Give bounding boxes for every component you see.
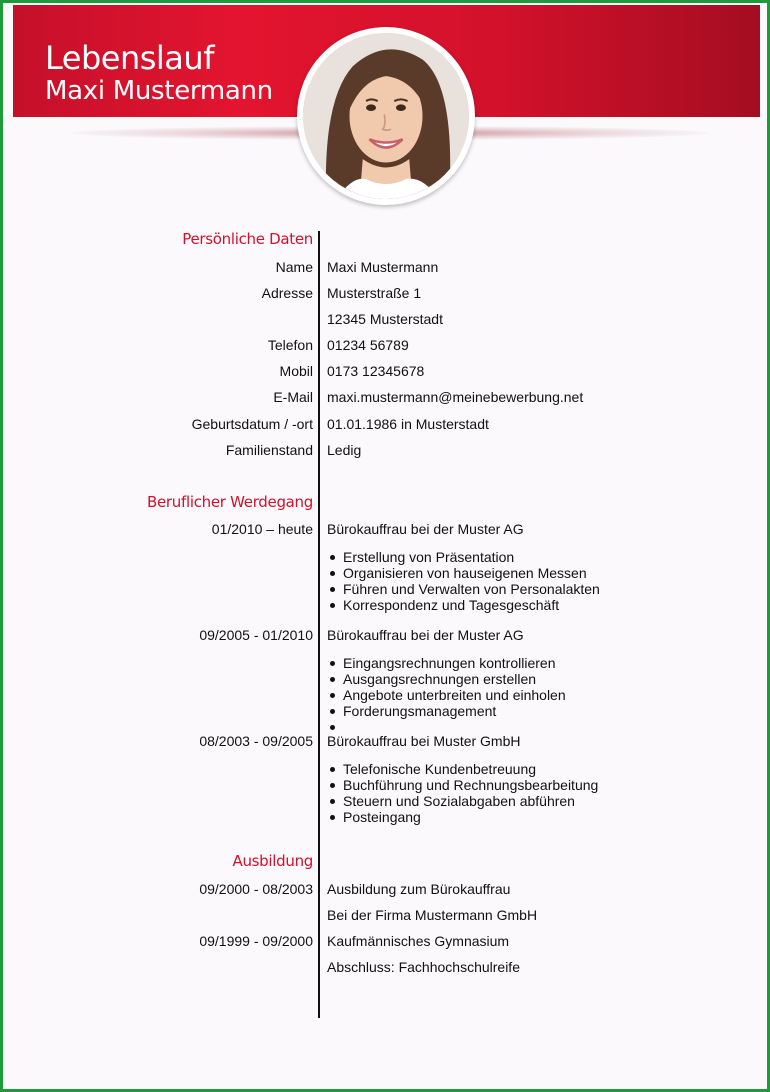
- section-title-education: Ausbildung: [232, 852, 313, 870]
- portrait-photo-icon: [303, 33, 469, 199]
- label-address: Adresse: [261, 285, 313, 301]
- applicant-name: Maxi Mustermann: [45, 76, 273, 106]
- list-item: Eingangsrechnungen kontrollieren: [327, 655, 566, 671]
- education-detail: Abschluss: Fachhochschulreife: [327, 959, 520, 975]
- section-title-career: Beruflicher Werdegang: [146, 493, 313, 511]
- list-item: Buchführung und Rechnungsbearbeitung: [327, 777, 598, 793]
- label-marital-status: Familienstand: [225, 442, 313, 458]
- job-task-list: [327, 549, 600, 613]
- list-item: Forderungsmanagement: [327, 703, 566, 719]
- list-item: Führen und Verwalten von Personalakten: [327, 581, 600, 597]
- job-period: 08/2003 - 09/2005: [199, 733, 313, 749]
- list-item: Erstellung von Präsentation: [327, 549, 600, 565]
- list-item: Telefonische Kundenbetreuung: [327, 761, 598, 777]
- education-detail: Bei der Firma Mustermann GmbH: [327, 907, 538, 923]
- section-title-personal: Persönliche Daten: [182, 230, 313, 248]
- value-email: maxi.mustermann@meinebewerbung.net: [327, 389, 584, 405]
- timeline-divider: [318, 231, 320, 1018]
- label-email: E-Mail: [273, 389, 313, 405]
- value-phone: 01234 56789: [327, 337, 409, 353]
- job-task-list: [327, 761, 598, 825]
- list-item: Korrespondenz und Tagesgeschäft: [327, 597, 600, 613]
- list-item: Steuern und Sozialabgaben abführen: [327, 793, 598, 809]
- value-mobile: 0173 12345678: [327, 363, 425, 379]
- portrait-photo: [297, 27, 475, 205]
- list-item: Angebote unterbreiten und einholen: [327, 687, 566, 703]
- education-period: 09/2000 - 08/2003: [199, 881, 313, 897]
- label-name: Name: [275, 259, 313, 275]
- job-period: 09/2005 - 01/2010: [199, 627, 313, 643]
- education-title: Kaufmännisches Gymnasium: [327, 933, 510, 949]
- label-mobile: Mobil: [279, 363, 313, 379]
- value-birth: 01.01.1986 in Musterstadt: [327, 416, 489, 432]
- document-title: Lebenslauf: [45, 39, 214, 77]
- list-item: Ausgangsrechnungen erstellen: [327, 671, 566, 687]
- value-name: Maxi Mustermann: [327, 259, 439, 275]
- job-title: Bürokauffrau bei der Muster AG: [327, 627, 524, 643]
- list-item: Posteingang: [327, 809, 598, 825]
- job-period: 01/2010 – heute: [211, 521, 313, 537]
- value-marital-status: Ledig: [327, 442, 362, 458]
- value-city: 12345 Musterstadt: [327, 311, 443, 327]
- label-birth: Geburtsdatum / -ort: [191, 416, 313, 432]
- list-item: Organisieren von hauseigenen Messen: [327, 565, 600, 581]
- job-title: Bürokauffrau bei der Muster AG: [327, 521, 524, 537]
- job-title: Bürokauffrau bei Muster GmbH: [327, 733, 521, 749]
- label-phone: Telefon: [267, 337, 313, 353]
- job-task-list: [327, 655, 566, 735]
- education-period: 09/1999 - 09/2000: [199, 933, 313, 949]
- value-street: Musterstraße 1: [327, 285, 422, 301]
- education-title: Ausbildung zum Bürokauffrau: [327, 881, 511, 897]
